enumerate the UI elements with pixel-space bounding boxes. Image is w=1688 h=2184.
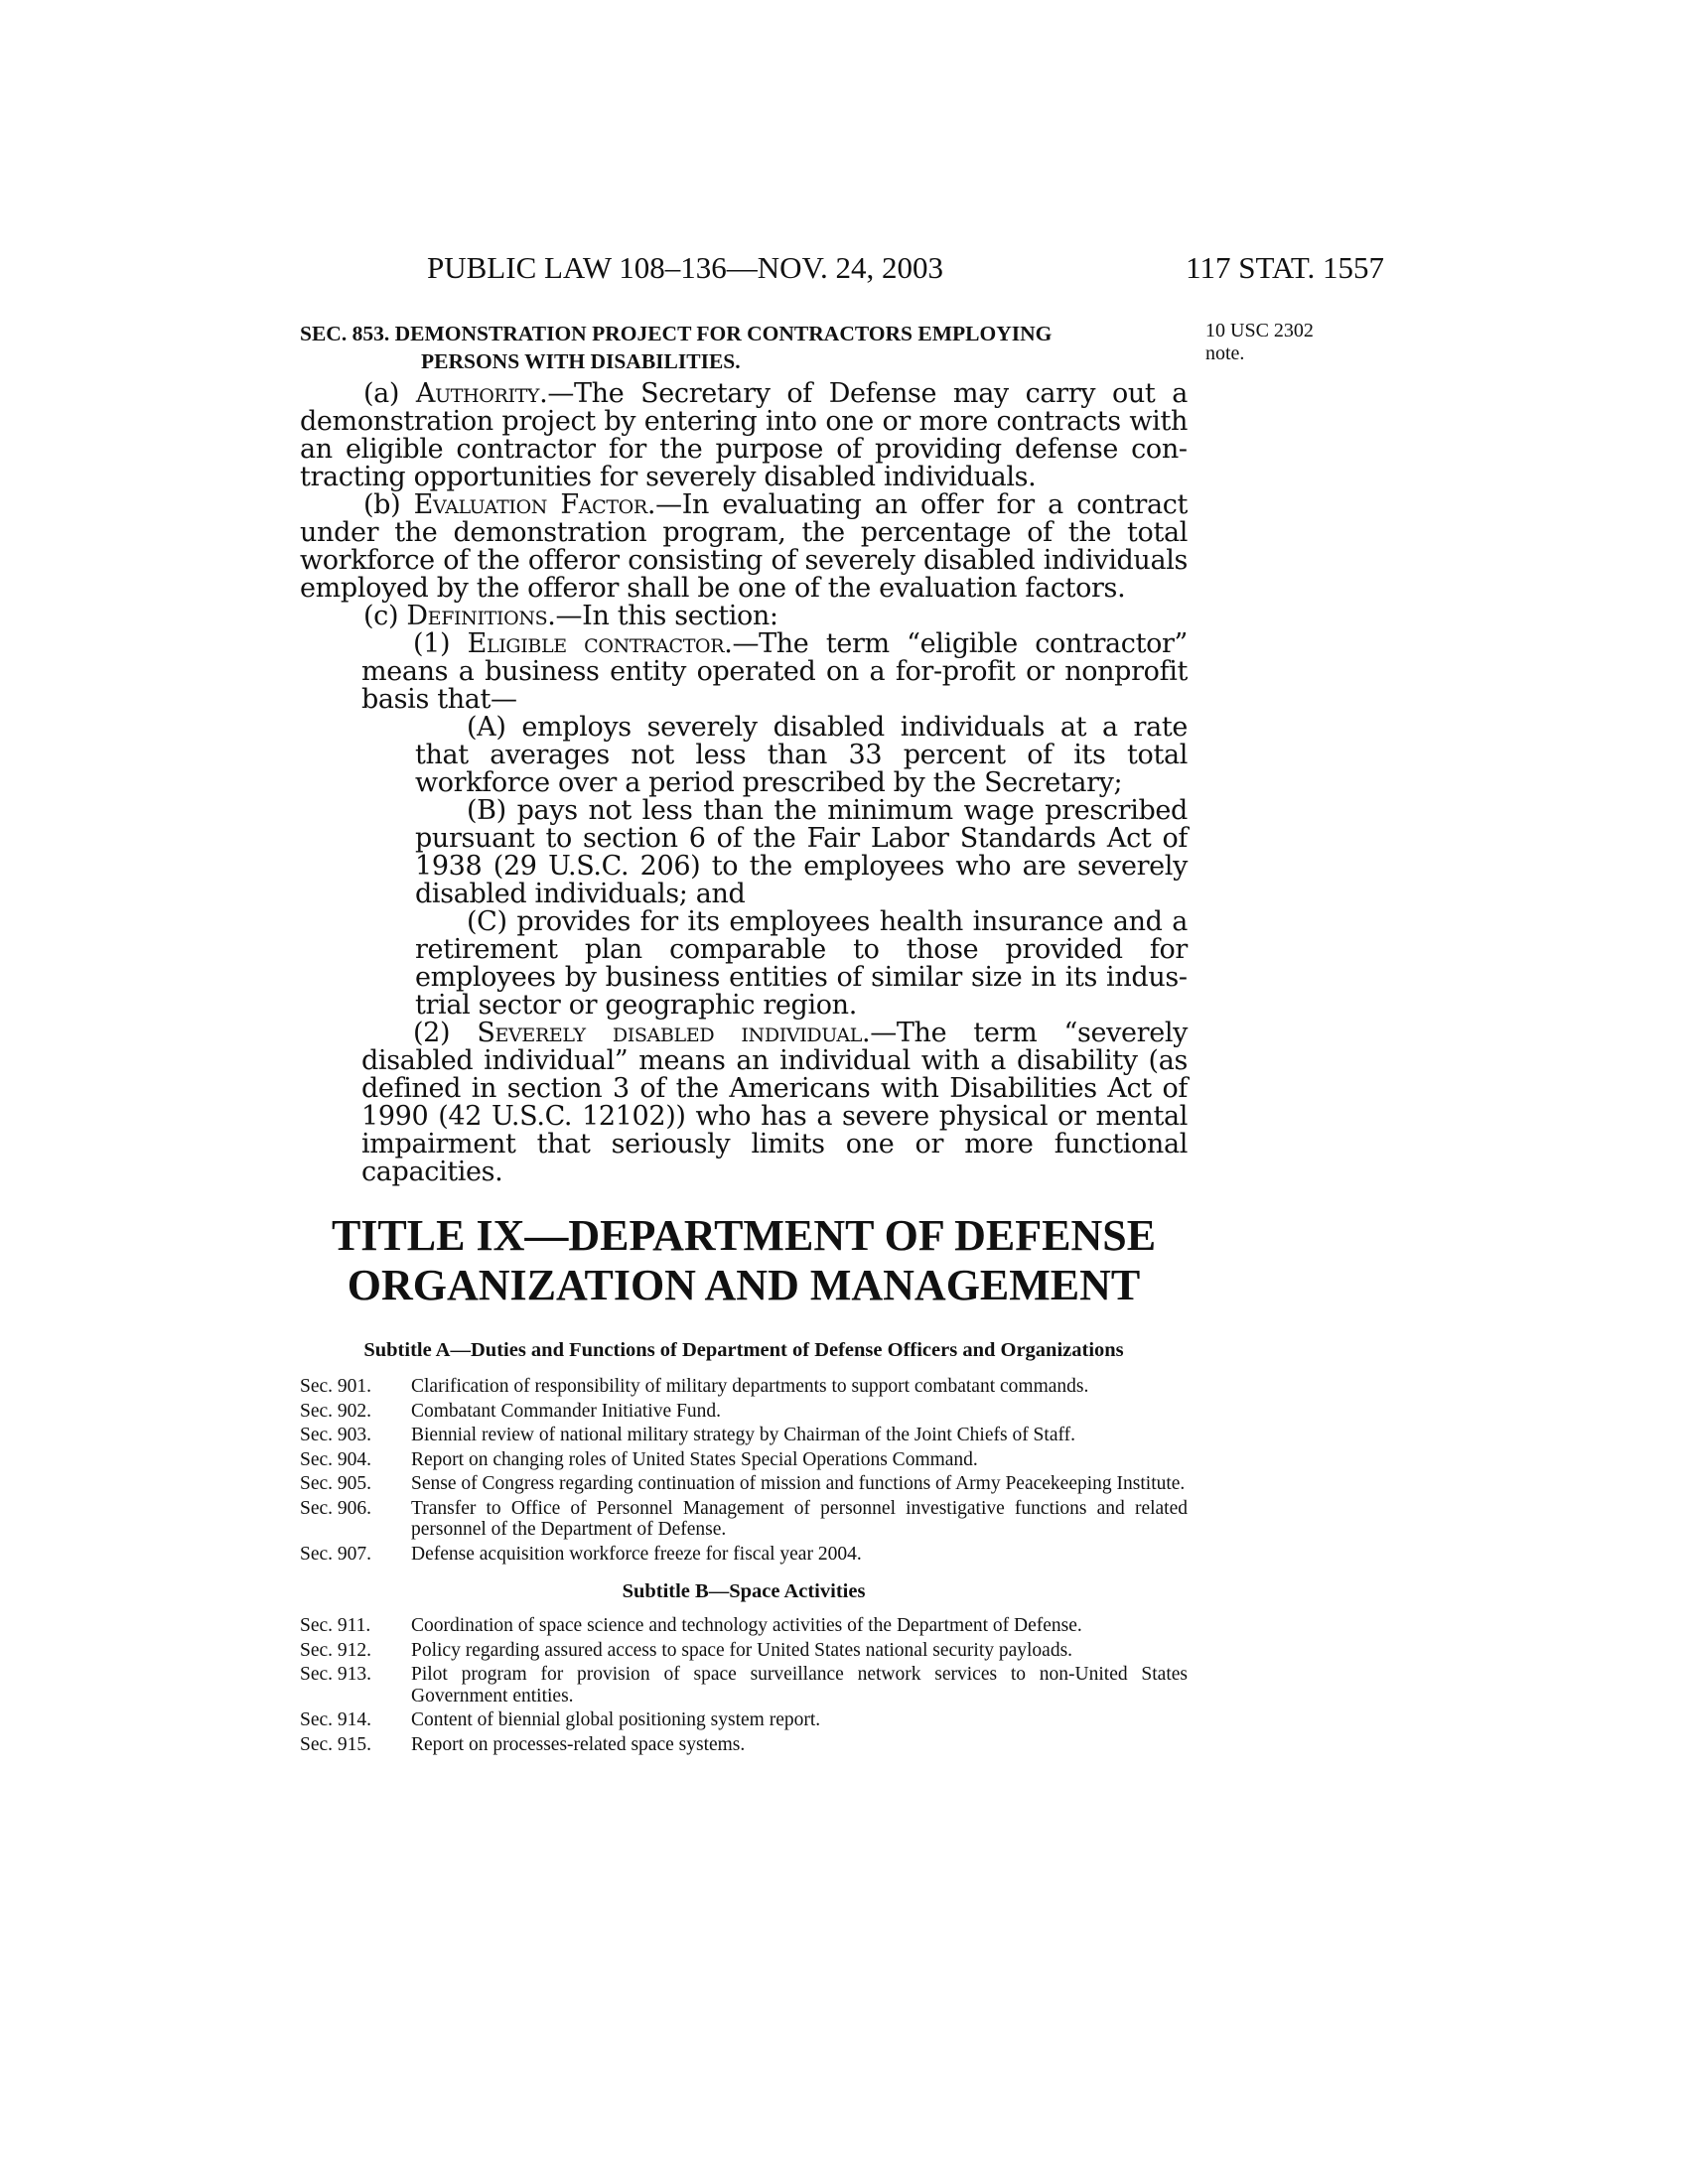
toc-entry-number: Sec. 907. [300, 1543, 372, 1565]
margin-note-citation: 10 USC 2302 [1205, 320, 1314, 341]
subsection-c-prefix: (c) [363, 601, 407, 631]
page-header [298, 250, 1384, 290]
toc-entry [300, 1376, 1188, 1398]
paragraph-c2 [361, 1020, 1188, 1186]
paragraph-c1-caption: Eligible contractor [467, 628, 725, 659]
toc-entry-number: Sec. 904. [300, 1448, 372, 1470]
toc-entry-number: Sec. 914. [300, 1709, 372, 1730]
subtitle-b-heading: Subtitle B—Space Activities [622, 1580, 866, 1602]
paragraph-c1-prefix: (1) [413, 628, 468, 659]
toc-entry-title: Report on changing roles of United States Special Operations Command. [411, 1448, 978, 1470]
subtitle-a-entries [300, 1376, 1188, 1565]
paragraph-c2-caption: Severely disabled individual [477, 1018, 862, 1048]
table-of-contents [300, 1337, 1188, 1758]
title-line1: TITLE IX—DEPARTMENT OF DEFENSE [331, 1211, 1157, 1260]
toc-entry-number: Sec. 903. [300, 1425, 372, 1445]
toc-entry-number: Sec. 913. [300, 1664, 372, 1685]
toc-entry-title: Pilot program for provision of space surveillance network services to non-United States Government entities. [411, 1664, 1188, 1706]
toc-entry-title: Content of biennial global positioning system report. [411, 1709, 821, 1730]
subsection-a-text: .—The Secretary of Defense may carry out a demonstration project by entering into one or more contracts with an eligible contractor for the purpose of providing defense contracting opportunities for severely disabled individuals. [300, 378, 1188, 492]
stat-page-number: 117 STAT. 1557 [1186, 250, 1384, 285]
subparagraph-c: (C) provides for its employees health insurance and a retirement plan comparable to those provided for employees by business entities of similar size in its industrial sector or geographic region. [415, 906, 1188, 1021]
subparagraph-a: (A) employs severely disabled individuals at a rate that averages not less than 33 percent of its total workforce over a period prescribed by the Secretary; [415, 712, 1188, 798]
toc-entry [300, 1449, 1188, 1471]
toc-entry [300, 1425, 1188, 1446]
toc-entry [300, 1664, 1188, 1706]
subparagraph-b: (B) pays not less than the minimum wage prescribed pursuant to section 6 of the Fair Labor Standards Act of 1938 (29 U.S.C. 206) to the employees who are severely disabled individuals; and [415, 795, 1188, 909]
toc-entry-number: Sec. 912. [300, 1639, 372, 1661]
subsection-c [300, 603, 1188, 630]
toc-entry-number: Sec. 915. [300, 1733, 372, 1755]
subsection-b-prefix: (b) [363, 489, 414, 520]
section-heading-line2: PERSONS WITH DISABILITIES. [421, 349, 741, 373]
paragraph-c2-prefix: (2) [413, 1018, 478, 1048]
toc-entry-title: Sense of Congress regarding continuation of mission and functions of Army Peacekeeping Institute. [411, 1473, 1186, 1494]
toc-entry [300, 1615, 1188, 1637]
subsection-b [300, 491, 1188, 603]
toc-entry-number: Sec. 905. [300, 1473, 372, 1494]
margin-note-label: note. [1205, 342, 1245, 364]
toc-entry [300, 1640, 1188, 1662]
title-heading [300, 1211, 1188, 1310]
section-heading [300, 320, 1188, 375]
subsection-b-text: .—In evaluating an offer for a contract under the demonstration program, the percentage of the total workforce of the offeror consisting of severely disabled individuals employed by the offeror shall be one of the evaluation factors. [300, 489, 1188, 604]
subtitle-b-entries [300, 1615, 1188, 1755]
toc-entry-number: Sec. 911. [300, 1615, 371, 1636]
subsection-c-text: .—In this section: [547, 601, 778, 631]
title-line2: ORGANIZATION AND MANAGEMENT [347, 1261, 1141, 1309]
toc-entry-number: Sec. 906. [300, 1497, 372, 1519]
paragraph-c2-text: .—The term “severely disabled individual” means an individual with a disability (as defined in section 3 of the Americans with Disabilities Act of 1990 (42 U.S.C. 12102)) who has a severe physical or mental impairment that seriously limits one or more functional capacities. [361, 1018, 1189, 1187]
toc-entry-title: Biennial review of national military strategy by Chairman of the Joint Chiefs of Staff. [411, 1425, 1075, 1445]
subsection-a [300, 380, 1188, 491]
toc-entry-title: Defense acquisition workforce freeze for fiscal year 2004. [411, 1543, 862, 1565]
toc-entry [300, 1734, 1188, 1756]
subsection-a-caption: Authority [415, 378, 540, 409]
running-head: PUBLIC LAW 108–136—NOV. 24, 2003 [427, 250, 943, 285]
toc-entry [300, 1709, 1188, 1731]
toc-entry-number: Sec. 902. [300, 1400, 372, 1422]
margin-note [1205, 320, 1374, 365]
section-heading-line1: SEC. 853. DEMONSTRATION PROJECT FOR CONTRACTORS EMPLOYING [300, 322, 1053, 345]
toc-entry-title: Report on processes-related space systems. [411, 1733, 746, 1755]
paragraph-c1 [361, 630, 1188, 714]
toc-entry-title: Policy regarding assured access to space for United States national security payloads. [411, 1639, 1073, 1661]
subsection-a-prefix: (a) [363, 378, 416, 409]
subsection-c-caption: Definitions [406, 601, 548, 631]
toc-entry-title: Clarification of responsibility of military departments to support combatant commands. [411, 1376, 1089, 1397]
toc-entry-title: Transfer to Office of Personnel Management of personnel investigative functions and related personnel of the Department of Defense. [411, 1497, 1188, 1540]
toc-entry-number: Sec. 901. [300, 1376, 372, 1397]
section-body [300, 380, 1188, 1186]
toc-entry [300, 1473, 1188, 1495]
subtitle-a-heading: Subtitle A—Duties and Functions of Department of Defense Officers and Organizations [363, 1339, 1124, 1361]
toc-entry [300, 1401, 1188, 1423]
paragraph-c1-text: .—The term “eligible contractor” means a business entity operated on a for-profit or nonprofit basis that— [361, 628, 1188, 715]
subsection-b-caption: Evaluation Factor [413, 489, 647, 520]
toc-entry-title: Coordination of space science and technology activities of the Department of Defense. [411, 1615, 1082, 1636]
toc-entry [300, 1498, 1188, 1541]
toc-entry [300, 1544, 1188, 1566]
toc-entry-title: Combatant Commander Initiative Fund. [411, 1400, 721, 1422]
